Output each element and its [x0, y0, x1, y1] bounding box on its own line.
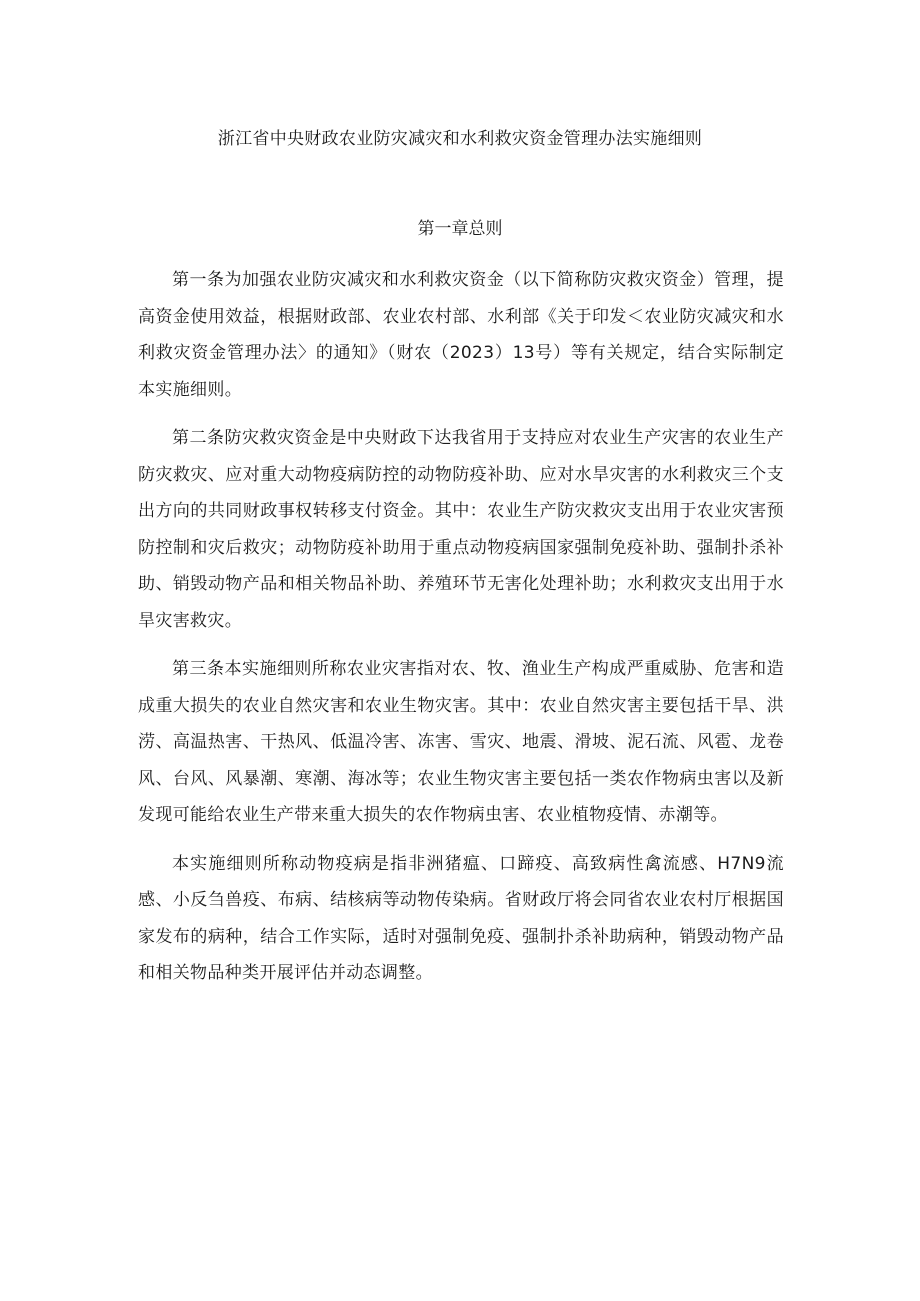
- paragraph-animal-disease: 本实施细则所称动物疫病是指非洲猪瘟、口蹄疫、高致病性禽流感、H7N9流感、小反刍兽疫、布病、结核病等动物传染病。省财政厅将会同省农业农村厅根据国家发布的病种，结合工作实际，适时对强制免疫、强制扑杀补助病种，销毁动物产品和相关物品种类开展评估并动态调整。: [138, 853, 784, 983]
- chapter-heading: 第一章总则: [417, 219, 503, 239]
- paragraph-article-2: 第二条防灾救灾资金是中央财政下达我省用于支持应对农业生产灾害的农业生产防灾救灾、应对重大动物疫病防控的动物防疫补助、应对水旱灾害的水利救灾三个支出方向的共同财政事权转移支付资金。其中：农业生产防灾救灾支出用于农业灾害预防控制和灾后救灾；动物防疫补助用于重点动物疫病国家强制免疫补助、强制扑杀补助、销毁动物产品和相关物品补助、养殖环节无害化处理补助；水利救灾支出用于水旱灾害救灾。: [138, 428, 784, 631]
- paragraph-article-1: 第一条为加强农业防灾减灾和水利救灾资金（以下简称防灾救灾资金）管理，提高资金使用效益，根据财政部、农业农村部、水利部《关于印发＜农业防灾减灾和水利救灾资金管理办法〉的通知》（财农（2023）13号）等有关规定，结合实际制定本实施细则。: [138, 270, 784, 400]
- document-body: [138, 262, 784, 1004]
- paragraph-article-3: 第三条本实施细则所称农业灾害指对农、牧、渔业生产构成严重威胁、危害和造成重大损失的农业自然灾害和农业生物灾害。其中：农业自然灾害主要包括干旱、洪涝、高温热害、干热风、低温冷害、冻害、雪灾、地震、滑坡、泥石流、风雹、龙卷风、台风、风暴潮、寒潮、海冰等；农业生物灾害主要包括一类农作物病虫害以及新发现可能给农业生产带来重大损失的农作物病虫害、农业植物疫情、赤潮等。: [138, 659, 784, 825]
- document-title: 浙江省中央财政农业防灾减灾和水利救灾资金管理办法实施细则: [217, 129, 703, 149]
